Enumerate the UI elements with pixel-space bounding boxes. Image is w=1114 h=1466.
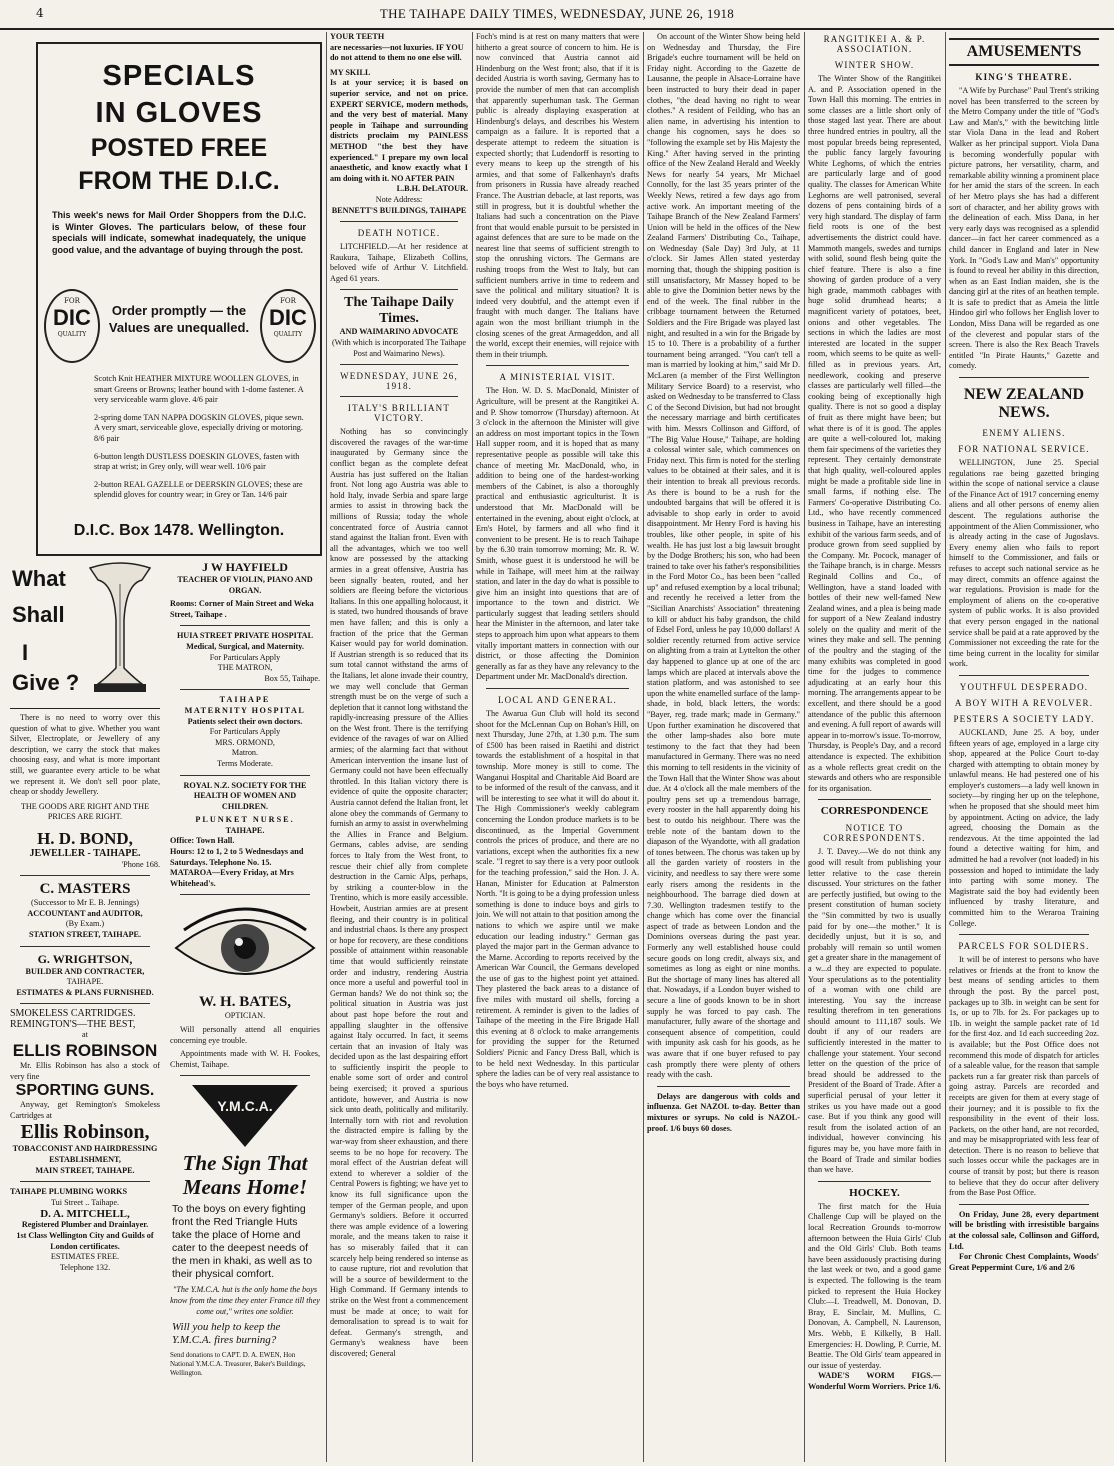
dic-logo: FOR DIC QUALITY <box>44 289 100 363</box>
ymca-headline: The Sign That Means Home! <box>182 1151 308 1200</box>
wrighton-name: G. WRIGHTSON, <box>37 951 133 966</box>
column-6: RANGITIKEI A. & P. ASSOCIATION. WINTER SHOW. The Winter Show of the Rangitikei A. and P. Association opened in the Town Hall this morning. The entries in some classes are a little short only of those staged last year. There are about three hundred entries in poultry, all the most popular breeds being represented, the public fancy largely favouring White Leghorns, of which the entries are particularly large and of good quality. The classes for American White Leghorns are well patronised, several dozens of pens containing birds of a very high standard. The display of farm field roots is one of the best advertisements the district could have. Mammoth mangels, swedes and turnips with solid, sound flesh being quite the chief feature. There is also a fine showing of garden produce of a very high grade, mammoth cabbages with huge solid drumhead hearts; a magnificent variety of potatoes, beet, onions and other vegetables. The sections in which the ladies are most interested are located in the supper room, which seems to be quite as well-filled as in previous years. Art, needlework, cooking and preserve classes are particularly well filled—the cooking being of exceptionally high quality. There is not so good a display of fruit as there might have been; but what there is of it is good. The apples are quite a well-coloured lot, making them fair specimens of the varieties they represent. They certainly demonstrate that high quality, well-coloured apples might be made a profitable side line in small farms, if nothing else. The Farmers' Co-operative Distributing Co. Ltd., who have recently commenced business in Taihape, have an interesting exhibit of the various farm seeds, and of produce grown from seed supplied by the Company. Mr. Pocock, manager of the Taihape branch, is in charge. Messrs Reginald Collins and Co., of Wellington, have a stand loaded with bottles of their new well-famed New Zealand wines, and a plea is being made for support of a New Zealand industry solely on the quality and merit of the wines they make and sell. The penning of the poultry and the staging of the many exhibits was completed in good time for the judges to commence adjudicating at an early hour this morning. The arrangements appear to be excellent, and there should be a good attendance of the public this afternoon and evening. A full report of awards will appear in to-morrow's issue. To-morrow, Thursday, is People's Day, and a record attendance is expected. The exhibition as a whole reflects great credit on the stewards and others who are responsible for its organisation. CORRESPONDENCE NOTICE TO CORRESPONDENTS. J. T. Davey.—We do not think any good will result from publishing your letter relative to the case therein discussed. Your strictures on the father are perfectly justified, but owing to the present constitution of human society the "Sin committed by two is usually paid for by one—the mother." It is decidedly unjust, but it is so, and probably will remain so until women get a greater share in the management of a w...d they are expected to populate. Your speculations as to the potentiality of a woman with one child are interesting. You say the increase resulting therefrom in ten generations should amount to 111,187 souls. We doubt if any of our readers are sufficiently interested in the matter to challenge your statement. Your second letter on the question of the price of bread should be addressed to the President of the Board of Trade. After a superficial perusal of your letter it strikes us you have made out a good case. But if you think any good will result from the isolated action of an individual, however convincing his figures may be, you have more faith in the Board of Trade and similar bodies than we have. HOCKEY. The first match for the Huia Challenge Cup will be played on the local Recreation Grounds to-morrow afternoon between the Huia Girls' Club and the Old Girls' Club. Both teams have been assiduously practising during the last week or two, and a good game is expected. The following is the team picked to represent the Huia Hockey Club:—I. Treadwell, M. Donovan, D. Bray, E. Sinclair, M. Mullins, C. Donovan, A. Campbell, N. Laurenson, Mrs. Webb, E Kilkelly, B Hall. Emergencies: H. Dowling, P. Currie, M. Beattie. The Old Girls' team appeared in our issue of yesterday. WADE'S WORM FIGS.—Wonderful Worm Worriers. Price 1/6. <box>808 34 942 1391</box>
column-rule <box>804 32 805 1462</box>
ministerial-visit-heading: A MINISTERIAL VISIT. <box>499 372 616 383</box>
ad-intro: This week's news for Mail Order Shoppers from the D.I.C. is Winter Gloves. The particulars below, of these four specials will indicate, somewhat inadequately, the unique good value, and the advantage of buying through the post. <box>52 210 306 255</box>
hockey-heading: HOCKEY. <box>849 1186 900 1199</box>
column-rule <box>326 32 327 1462</box>
column-3: YOUR TEETH are necessaries—not luxuries. IF YOU do not attend to them no one else will. MY SKILL Is at your service; it is based on superior service, and not on price. EXPERT SERVICE, modern methods, and the very best of material. Many people in Taihape and surrounding districts proclaim my PAINLESS METHOD "the best they have experienced." I prepare my own local anaesthetic, and know exactly what I am doing with it. NO AFTER PAIN L.B.H. DeLATOUR. Note Address: BENNETT'S BUILDINGS, TAIHAPE DEATH NOTICE. LITCHFIELD.—At her residence at Raukura, Taihape, Elizabeth Collins, beloved wife of Arthur V. Litchfield. Aged 61 years. The Taihape Daily Times. AND WAIMARINO ADVOCATE (With which is incorporated The Taihape Post and Waimarino News). WEDNESDAY, JUNE 26, 1918. ITALY'S BRILLIANT VICTORY. Nothing has so convincingly discovered the ravages of the war-time inaugurated by Germany since the conflict began as the complete defeat Austria has just suffered on the Italian front. Not long ago Austria was able to hold Italy, invade Serbia and spare large armies to assist in throwing back the millions of Russia; today the whole concentrated force of Austria cannot stand against the Italian front. Even with all the advantages, which we too well know are possessed by the attacking armies in a great offensive, Austria has been signally beaten, routed, and her soldiers are fleeing before the victorious Italians. In this one appalling holocaust, it is stated, two hundred thousands of brave men have fallen; and this is only a fraction of the price that the German Kaiser would pay for world domination. If Austrian strength is so reduced that its sum total cannot withstand the arms of the Italians, let alone invade their country, we may well conclude that German strength must be on the verge of such a depletion that it cannot long withstand the rapidly-increasing pressure of the Allies on the West front. There is the terrifying evidence of the ravages of war on Allied armies; of the alarming fact that without American intervention the insane lust of Germany could not have been effectually throttled. In this Italian victory there is evidence of quite the opposite character; Austria cannot defend the Italian front, let alone obey the commands of Germany to furnish an army to assist in overwhelming the Allies in France and Belgium. Germans, cables advise, are sending forces to Italy from the West front, to rescue their chief ally from complete destruction in the Carnic Alps, perhaps, by striking a counter-blow in the Trentino, which is more easily accessible. Howbeit, Austrian armies are at present fleeing, and their country is in political and industrial chaos. Is there any prospect or hope for recovery, are these conditions possible of attainment within reasonable time that would sufficiently reinstate order and industry, rendering Austria once more a useful and powerful tool in German hands? We do not think so; the political situation in Austria was just about past hope before the rout and appalling slaughter in the offensive against Italy occurred. In fact, it seems certain that an invasion of Italy was decided upon as the last despairing effort to sufficiently inspirit the people to enable some sort of order and control being exercised; it proved a spurious antidote, however, and Austria is now sick unto death, politically and militarily. Internally torn with riot and revolution the distracted empire is falling by the war-way from sheer exhaustion, and there seems to be no hope for recovery. The moral effect of the Austrian defeat will extend to wherever a soldier of the Central Powers is fighting; we have yet to know its full significance upon the temper of the German people, and upon Germany's soldiers. Before it occurred there was ample evidence of a lowering morale, and the means taken to raise it has so miserably failed that it can scarcely help being rendered so intense as to cause rupture, riot and revolution that will be a source of bewilderment to the High Command. If Germany intends to strike on the West front a commencement must be made at once; to wait for demoralisation to spread is to wait for defeat. Germany's strength, and Germany's weakness have been discovered; General <box>330 32 468 1358</box>
glove-item: 2-spring dome TAN NAPPA DOGSKIN GLOVES, pique sewn. A very smart, serviceable glove, especially driving or motoring. 8/6 pair <box>94 412 304 443</box>
ad-headline: FROM THE D.I.C. <box>78 167 280 195</box>
masthead-title: THE TAIHAPE DAILY TIMES, WEDNESDAY, JUNE 26, 1918 <box>379 6 735 21</box>
dic-logo: FOR DIC QUALITY <box>260 289 316 363</box>
correspondence-heading: CORRESPONDENCE <box>820 805 929 818</box>
ymca-triangle-icon <box>170 1081 320 1151</box>
vase-icon <box>82 560 158 706</box>
show-heading: RANGITIKEI A. & P. ASSOCIATION. <box>823 34 926 54</box>
ad-headline: IN GLOVES <box>95 97 263 129</box>
column-5: On account of the Winter Show being held on Wednesday and Thursday, the Fire Brigade's euchre tournament will be held on Friday night. According to the Gazette de Lausanne, the people in Alsace-Lorraine have been instructed to bury their dead in paper clothes, "the dead having no right to wear clothes." A resident of Feilding, who has an alien name, in advertising his intention to change his cognomen, says he does so "following the example set by His Majesty the King." After having served in the printing office of the New Zealand Herald and Weekly News for nearly 54 years, Mr Michael Connolly, for the last 35 years printer of the Weekly News, retired a few days ago from active work. An important meeting of the Taihape Branch of the New Zealand Farmers' Union will be held in the offices of the New Zealand Farmers' Distributing Co., Taihape, on Wednesday (Sale Day) 3rd July, at 11 o'clock. Sir James Allen stated yesterday morning that, though the shipping position is still unsatisfactory, Mr Massey hoped to be able to give the Dominion better news by the end of the week. The final rubber in the cribbage tournament between the Returned Soldiers and the Fire Brigade was played last night, and resulted in a win for the Brigade by 15 to 10. There is a probability of a further tournament being arranged. "You can't tell a man is married by looking at him," said Mr D. McLaren (a member of the First Wellington Military Service Board) to a reservist, who asked on Wednesday to be transferred to Class C of the Second Division, but had not brought the necessary marriage and birth certificates with him. Messrs Collinson and Gifford, of "The Big Value House," Taihape, are holding a colossal winter sale, which commences on Friday next. This firm is noted for the sterling values to be obtained at their sales, and it is their intention to break all previous records. As there is bound to be a rush for the undoubted bargains that will be offered it is advisable to shop early in order to avoid disappointment. Mr Henry Ford is having his troubles, like other people, in spite of his wealth. He has just lost a big lawsuit brought by the Dodge Brothers; his son, who had been trained to take over his father's responsibilities in the Ford Motor Co., has been been "called up" and refused exemption by a local tribunal; and recently he received a letter from the "Sicilian Anarchists' Association" threatening to kill or abduct his baby grandson, the child of Edsel Ford, unless he pay 10,000 dollars! A soldier recently returned from active service on alighting from a train at Lyttelton the other day happened to glance up at one of the arc lamps which are placed at intervals above the station platform, and was astonished to see upon the white enamelled surface of the lamp-shade, in bold, black letters, the words: "Bayer, reg. trade mark; made in Germany." Upon further examination he discovered that the other lamp-shades also bore mute testimony to the fact that they had been manufactured in Germany. There was no need this morning to tell residents in the vicinity of the Town Hall that the Winter Show was about due. At 4 o'clock all the male members of the poultry pens set up a tremendous barrage, every rooster in the hall apparently doing his best to outdo his neighbour. There was the treble note of the bantam down to the diapason of the Wyandotte, with all gradation of tones between. The chorus was taken up by all the garden variety of roosters in the vicinity, and needless to say there were some early risers among the residents in the neighbourhood. The barrage died down at 7.30. Wellington tradesmen testify to the change which has come over the financial aspect of trade as between London and the Dominions overseas during the past year. Formerly any well established house could secure goods on long credit, always six, and sometimes as long as eight or nine months. But the shortage of many lines has altered all that. Nowadays, if a London buyer wished to secure a line of goods known to be in short supply he was forced to pay cash. The manufacturer, fully aware of the shortage and consequent absence of competition, could with impunity ask cash for his goods, as he was aware that if one buyer refused to pay cash promptly there were plenty of others ready with the cash. Delays are dangerous with colds and influenza. Get NAZOL to-day. Better than mixtures or syrups. No cold is NAZOL-proof. 1/6 buys 60 doses. <box>647 32 800 1133</box>
column-1-lower: What Shall I Give ? There is no need to worry over this question of what to give. Whether you want Silver, Electroplate, or Jewellery of any description, we carry the stock that makes choosing easy, and what is more important still, we guarantee every article to be what we represent it. We don't sell poor plate, cheap or shoddy Jewellery. THE GOODS ARE RIGHT AND THE PRICES ARE RIGHT. H. D. BOND, JEWELLER - TAIHAPE. 'Phone 168. C. MASTERS (Successor to Mr E. B. Jennings) ACCOUNTANT and AUDITOR, (By Exam.) STATION STREET, TAIHAPE. G. WRIGHTSON, BUILDER AND CONTRACTER, TAIHAPE. ESTIMATES & PLANS FURNISHED. SMOKELESS CARTRIDGES. REMINGTON'S—THE BEST, at ELLIS ROBINSON Mr. Ellis Robinson has also a stock of very fine SPORTING GUNS. Anyway, get Remington's Smokeless Cartridges at Ellis Robinson, TOBACCONIST AND HAIRDRESSING ESTABLISHMENT, MAIN STREET, TAIHAPE. TAIHAPE PLUMBING WORKS Tui Street .. Taihape. D. A. MITCHELL, Registered Plumber and Drainlayer. 1st Class Wellington City and Guilds of London certificates. ESTIMATES FREE. Telephone 132. <box>10 560 160 1462</box>
masthead <box>0 0 1114 30</box>
death-notice-heading: DEATH NOTICE. <box>357 228 441 239</box>
mitchell-name: D. A. MITCHELL, <box>40 1208 130 1221</box>
glove-item: 2-button REAL GAZELLE or DEERSKIN GLOVES; these are splendid gloves for country wear; in Grey or Tan. 14/6 pair <box>94 479 303 500</box>
hayfield-name: J W HAYFIELD <box>202 560 288 574</box>
leader-heading: ITALY'S BRILLIANT VICTORY. <box>347 403 451 424</box>
dic-gloves-ad <box>36 42 322 556</box>
masters-name: C. MASTERS <box>39 881 131 898</box>
column-rule <box>643 32 644 1462</box>
ad-headline: SPECIALS <box>102 60 256 92</box>
ad-order-line: Order promptly — the Values are unequalled. <box>108 303 250 335</box>
ad-headline: POSTED FREE <box>90 134 268 162</box>
column-rule <box>945 32 946 1462</box>
ad-footer: D.I.C. Box 1478. Wellington. <box>73 522 285 539</box>
amusements-banner: AMUSEMENTS <box>949 38 1099 66</box>
ellis-robinson-heading: ELLIS ROBINSON <box>12 1041 158 1061</box>
column-2-lower: J W HAYFIELD TEACHER OF VIOLIN, PIANO AND ORGAN. Rooms: Corner of Main Street and Weka Street, Taihape . HUIA STREET PRIVATE HOSPITAL Medical, Surgical, and Maternity. For Particulars Apply THE MATRON, Box 55, Taihape. TAIHAPE MATERNITY HOSPITAL Patients select their own doctors. For Particulars Apply MRS. ORMOND, Matron. Terms Moderate. ROYAL N.Z. SOCIETY FOR THE HEALTH OF WOMEN AND CHILDREN. PLUNKET NURSE. TAIHAPE. Office: Town Hall. Hours: 12 to 1, 2 to 5 Wednesdays and Saturdays. Telephone No. 15. MATAROA—Every Friday, at Mrs Whitehead's. W. H. BATES, OPTICIAN. Will personally attend all enquiries concerning eye trouble. Appointments made with W. H. Fookes, Chemist, Taihape. Y.M.C.A. The Sign That Means Home! To the boys on every fighting front the Red Triangle Huts take the place of Home and cater to the deepest needs of the men in khaki, as well as to their physical comfort. "The Y.M.C.A. hut is the only home the boys know from the time they enter France till they come out," writes one soldier. Will you help to keep the Y.M.C.A. fires burning? Send donations to CAPT. D. A. EWEN, Hon National Y.M.C.A. Treasurer, Baker's Buildings, Wellington. <box>170 560 320 1378</box>
eye-icon <box>170 900 320 992</box>
bond-ad: What Shall I Give ? <box>10 560 160 709</box>
column-4: Foch's mind is at rest on many matters that were hitherto a great source of concern to him. He is now convinced that Austria cannot aid Hindenburg on the West front; also, that if it is decided Austria is worth saving, Germany has to provide the number of men that can accomplish that apparently superhuman task. The German public is already displaying exasperation at Hindenburg's delays, and describes his Western campaign as a failure. It is reported that a desperate attempt to redeem the situation is expected shortly; that Ludendorff is resorting to every means to keep up the strength of his armies, and that some of Falkenhayn's drafts from prisoners in Russia have already reached France. The Austrian debacle, at last reports, was still in progress, but it is doubtful whether the Italians had such a concentration on the Piave front that would enable pursuit to be persisted in against defences that are sure to be made on the nearest line that seems of sufficient strength to stop the onrushing victors. The Germans are rushing troops from the West to Italy, but can sufficient numbers arrive in time to redeem and save the political and military situation? It is indeed very doubtful, and the attempt even if fraught with much danger. The Italians have again won the most brilliant triumph in the closing scenes of the great Armageddon, and all the world, except their enemies, will rejoice with them in their triumph. A MINISTERIAL VISIT. The Hon. W. D. S. MacDonald, Minister of Agriculture, will be present at the Rangitikei A. and P. Show tomorrow (Thursday) afternoon. At 3 o'clock in the afternoon the Minister will give an address on most important topics in the Town Hall supper room, and it is hoped that as many representative people as possible will take this chance of meeting Mr. MacDonald, who, in addition to being one of the hardest-working members of the Cabinet, is also a thoroughly practical and enthusiastic agriculturist. It is understood that Mr. MacDonald will be entertained in the evening, about eight o'clock, at Ern's Hotel, by farmers and all who find it convenient to be present. He is to reach Taihape by the 6.30 train tomorrow morning; Mr. R. W. Smith, whose guest it is understood he will be while in Taihape, will meet him at the railway station, and later in the day do what is possible to give him an insight into questions that are of importance to the town and district. We particularly suggest that leading settlers should hear the Minister in the afternoon, and later take steps to approach him upon what appears to them vitally important matters in connection with our district, or those affecting the Dominion generally as far as they have any relevancy to the Department under Mr. MacDonald's direction. LOCAL AND GENERAL. The Awarua Gun Club will hold its second shoot for the McLennan Cup on Bohan's Hill, on next Thursday, June 27th, at 1.30 p.m. The sum of £500 has been raised in Raetihi and district towards the establishment of a hospital in that township. More money is still to come. The Wanganui Hospital and Charitable Aid Board are to be informed of the result of the canvass, and it will be interesting to see what it will do about it. The High Commissioner's weekly cablegram concerning the London produce markets is to be discontinued, as the Imperial Government controls the prices of produce, and there are no variations, except when the authorities fix a new scale. "I regret to say there is a very poor outlook for the teaching profession," said the Hon. J. A. Hanan, Minister for Education at Palmerston North. "It is going to be a dying profession unless something is done to induce boys and girls to join. We will not attain to that position among the nations to which we aspire until we make education our leading industry." German gas played the major part in the German advance to the Marne. According to reports received by the American War Council, the Germans developed the use of gas to the highest point yet attained. They plastered the back areas to a distance of five miles with mustard oil shells, forcing a retirement. A reminder is given to the ladies of Taihape of the meeting in the Fire Brigade Hall this evening at 8 o'clock to make arrangements for providing the supper for the Returned Soldiers' Picnic and Fancy Dress Ball, which is to be held next Wednesday. In this particular sphere the ladies can be of very real assistance to the boys who have returned. <box>476 32 639 1089</box>
bond-name: H. D. BOND, <box>37 828 133 848</box>
nazol-ad: Delays are dangerous with colds and influenza. Get NAZOL to-day. Better than mixtures or syrups. No cold is NAZOL-proof. 1/6 buys 60 doses. <box>647 1091 800 1133</box>
column-7: AMUSEMENTS KING'S THEATRE. "A Wife by Purchase" Paul Trent's striking novel has been transferred to the screen by the Metro Company under the title of "God's Law and Man's," with the bewitching little star Viola Dana in the lead and Robert Walker as her principal support. Viola Dana is becoming wonderfully popular with picture patrons, her versatility, charm, and remarkable ability winning a prominent place for her amid the stars of the screen. In each of her Metro plays she has had a different sort of character, and her ability grows with the delineation of each. Miss Dana, in her very early days was recognised as a splendid dancer—in fact her career commenced as a child dancer in England and later in New York. In "God's Law and Man's" opportunity is found to reveal her ability in this direction, when as an East Indian maiden, she is the dancing girl at the rites of an heathen temple. It is safe to predict that as Ameia the little Hindoo girl who follows her English lover to London, Miss Dana will be regarded as one of the cleverest and popular stars of the screen. There is also the Rex Beach Travels entitled "In Pirate Haunts," Gazette and comedy. NEW ZEALAND NEWS. ENEMY ALIENS. FOR NATIONAL SERVICE. WELLINGTON, June 25. Special regulations rae being gazetted bringing within the scope of national service a clause of the Finance Act of 1917 concerning enemy aliens and all other persons of enemy alien descent. The regulations authorise the appointment of the Alien Commissioner, who is already acting in the case of Jugoslavs. Every enemy alien who fails to report himself to the Commissioner, and fails or refuses to accept such national service as he may direct, commits an offence against the war regulations. Provision is made for the employment of aliens on the co-operative system of public works. It is also provided that every person engaged in the national service shall be paid at a rate approved by the Commissioner not exceeding the rate for the time being current in the locality for similar work. YOUTHFUL DESPERADO. A BOY WITH A REVOLVER. PESTERS A SOCIETY LADY. AUCKLAND, June 25. A boy, under fifteen years of age, employed in a large city shop, appeared at the Police Court to-day charged with attempting to obtain money by unlawful means. He had pestered one of his employer's customers—a lady well known in society—by ringing her up on the telephone, when he proposed that she should meet him by appointment. Acting on advice, the lady agreed, choosing the Domain as the rendezvous. At the time appointed the lad found a detective waiting for him, and admitted he had a revolver (not loaded) in his possession and hoped to intimidate the lady into parting with some money. The Magistrate said the boy had evidently been influenced by trashy literature, and committed him to the Weraroa Training College. PARCELS FOR SOLDIERS. It will be of interest to persons who have relatives or friends at the front to know the best means of sending articles to them through the post. By the parcel post, packages up to 3lb. in weight can be sent for 1s, or up to 7lb. for 2s. For packages up to 1lb. in weight the sample packet rate of 1d for the first 4oz. and 1d each succeeding 2oz. is available; but the Post Office does not recommend this mode of dispatch for articles of a saleable value, for the reason that sample packets run a far greater risk than parcels of going astray. Parcels are recorded and receipts are given for them at every stage of their journey; and it is possible to fix the responsibility in the event of their loss. Packets, on the other hand, are not recorded, and may be misappropriated with less fear of detection. There is no reason to believe that such losses occur while the packages are in course of transit by post; but there is reason to believe that they do occur after delivery from the Base Post Office. On Friday, June 28, every department will be bristling with irresistible bargains at the colossal sale, Collinson and Gifford, Ltd. For Chronic Chest Complaints, Woods' Great Peppermint Cure, 1/6 and 2/6 <box>949 32 1099 1462</box>
glove-item: Scotch Knit HEATHER MIXTURE WOOLLEN GLOVES, in smart Greens or Browns; leather bound with 1-dome fastener. A very serviceable warm glove. 4/6 pair <box>94 374 304 405</box>
glove-item: 6-button length DUSTLESS DOESKIN GLOVES, fasten with strap at wrist; in Grey only, will wear well. 10/6 pair <box>94 451 300 472</box>
svg-text:Y.M.C.A.: Y.M.C.A. <box>217 1098 273 1115</box>
bates-name: W. H. BATES, <box>198 994 292 1011</box>
leader-body: Nothing has so convincingly discovered the ravages of the war-time inaugurated by Germany since the conflict began as the complete defeat Austria has just suffered on the Italian front. Not long ago Austria was able to hold Italy, invade Serbia and spare large armies to assist in throwing back the millions of Russia; today the whole concentrated force of Austria cannot stand against the Italian front. Even with all the advantages, which we too well know are possessed by the attacking armies in a great offensive, Austria has been signally beaten, routed, and her soldiers are fleeing before the victorious Italians. In this one appalling holocaust, it is stated, two hundred thousands of brave men have fallen; and this is only a fraction of the price that the German Kaiser would pay for world domination. If Austrian strength is so reduced that its sum total cannot withstand the arms of the Italians, let alone invade their country, we may well conclude that German strength must be on the verge of such a depletion that it cannot long withstand the rapidly-increasing pressure of the Allies on the West front. There is the terrifying evidence of the ravages of war on Allied armies; of the alarming fact that without American intervention the insane lust of Germany could not have been effectually throttled. In this Italian victory there is evidence of quite the opposite character; Austria cannot defend the Italian front, let alone obey the commands of Germany to furnish an army to assist in overwhelming the Allies in France and Belgium. Germans, cables advise, are sending forces to Italy from the West front, to rescue their chief ally from complete destruction in the Carnic Alps, perhaps, by striking a counter-blow in the Trentino, which is more easily accessible. Howbeit, Austrian armies are at present fleeing, and their country is in political and industrial chaos. Is there any prospect or hope for recovery, are these conditions possible of attainment within reasonable time that would sufficiently reinstate order and industry, rendering Austria once more a useful and powerful tool in German hands? We do not think so; the political situation in Austria was just about past hope before the rout and appalling slaughter in the offensive against Italy occurred. In fact, it seems certain that an invasion of Italy was decided upon as the last despairing effort to sufficiently inspirit the people to enable some sort of order and control being exercised; it proved a spurious antidote, however, and Austria is now sick unto death, politically and militarily. Internally torn with riot and revolution the distracted empire is falling by the war-way from sheer exhaustion, and there seems to be no hope for recovery. The moral effect of the Austrian defeat will extend to wherever a soldier of the Central Powers is fighting; we have yet to know its full significance upon the temper of the German people, and upon Germany's soldiers. Before it occurred there was ample evidence of a lowering morale, and the means taken to raise it has so miserably failed that it can scarcely help being rendered so intense as to cause rupture, riot and revolution that will be a source of bewilderment to the High Command. If Germany intends to strike on the West front a commencement must be made at once; to wait for demoralisation to spread is to wait for defeat. Germany's strength, and Germany's weakness have been discovered; General <box>330 427 468 1358</box>
bond-body: There is no need to worry over this question of what to give. Whether you want Silver, Electroplate, or Jewellery of any description, we carry the stock that makes choosing easy, and what is more important still, we guarantee every article to be what we represent it. We don't sell poor plate, cheap or shoddy Jewellery. <box>10 713 160 797</box>
glove-list <box>94 374 306 501</box>
column-rule <box>472 32 473 1462</box>
robinson-name: Ellis Robinson, <box>20 1121 150 1144</box>
page-number: 4 <box>36 6 44 20</box>
nz-news-heading: NEW ZEALAND NEWS. <box>963 386 1085 422</box>
paper-nameplate: The Taihape Daily Times. <box>344 295 454 327</box>
local-general-heading: LOCAL AND GENERAL. <box>497 695 617 706</box>
